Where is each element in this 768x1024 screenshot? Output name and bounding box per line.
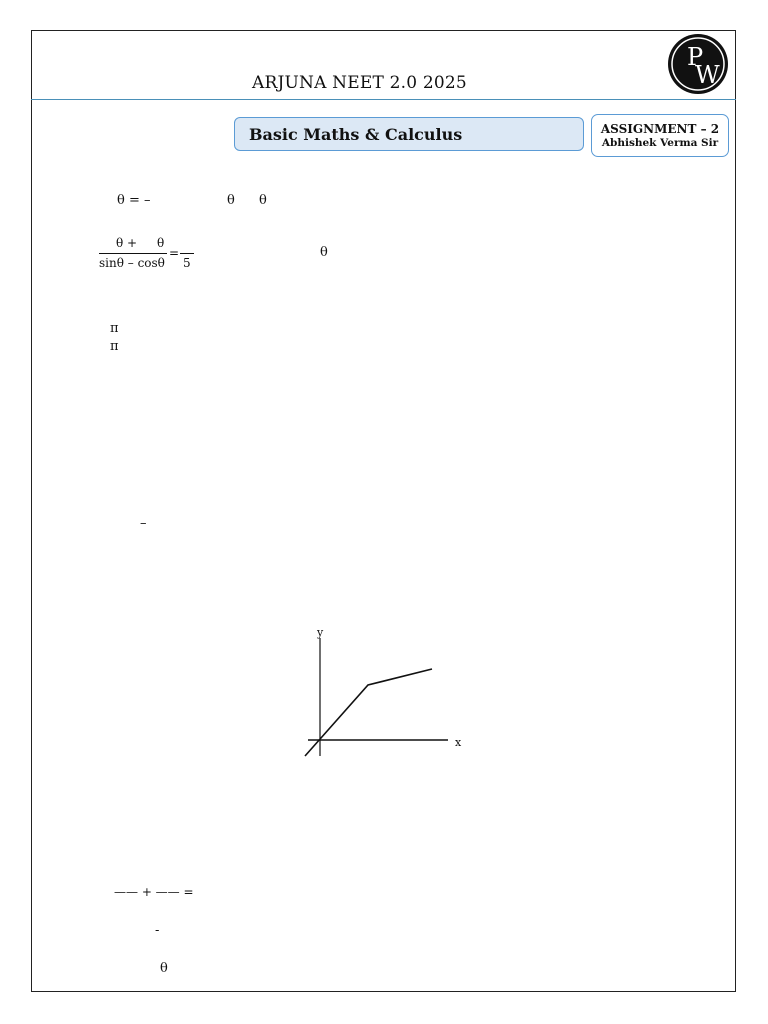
page-border (31, 30, 736, 992)
pw-logo (667, 33, 729, 95)
q7-minus: - (155, 923, 160, 938)
x-axis-label: x (455, 736, 462, 749)
q2-theta: θ (320, 245, 328, 260)
svg-text:W: W (695, 61, 720, 89)
graph-curve (305, 669, 432, 756)
q1-expression: θ = – (117, 193, 151, 208)
subject-title: Basic Maths & Calculus (249, 124, 463, 144)
velocity-graph (300, 624, 470, 764)
y-axis-label: y (317, 626, 324, 639)
q1-theta-b: θ (259, 193, 267, 208)
q2-rhs-bar (180, 253, 194, 254)
q8-theta: θ (160, 961, 168, 976)
q4-minus: – (140, 516, 147, 531)
q3-pi-b: π (110, 339, 119, 354)
assignment-badge (591, 114, 729, 157)
header-title: ARJUNA NEET 2.0 2025 (252, 73, 467, 93)
svg-text:P: P (687, 43, 704, 71)
q2-rhs-denominator: 5 (183, 256, 191, 270)
assignment-teacher: Abhishek Verma Sir (601, 136, 719, 149)
q2-fraction-bar (99, 253, 167, 254)
header-rule (31, 99, 736, 100)
q2-denominator: sinθ – cosθ (99, 256, 165, 270)
q6-expression: —— + —— = (114, 885, 194, 899)
q3-pi-a: π (110, 321, 119, 336)
q2-numerator-left: θ + (116, 236, 138, 250)
assignment-title: ASSIGNMENT – 2 (600, 121, 720, 136)
subject-banner (234, 117, 584, 151)
q2-equals: = (169, 246, 180, 260)
q1-theta-a: θ (227, 193, 235, 208)
q2-numerator-right: θ (157, 236, 165, 250)
